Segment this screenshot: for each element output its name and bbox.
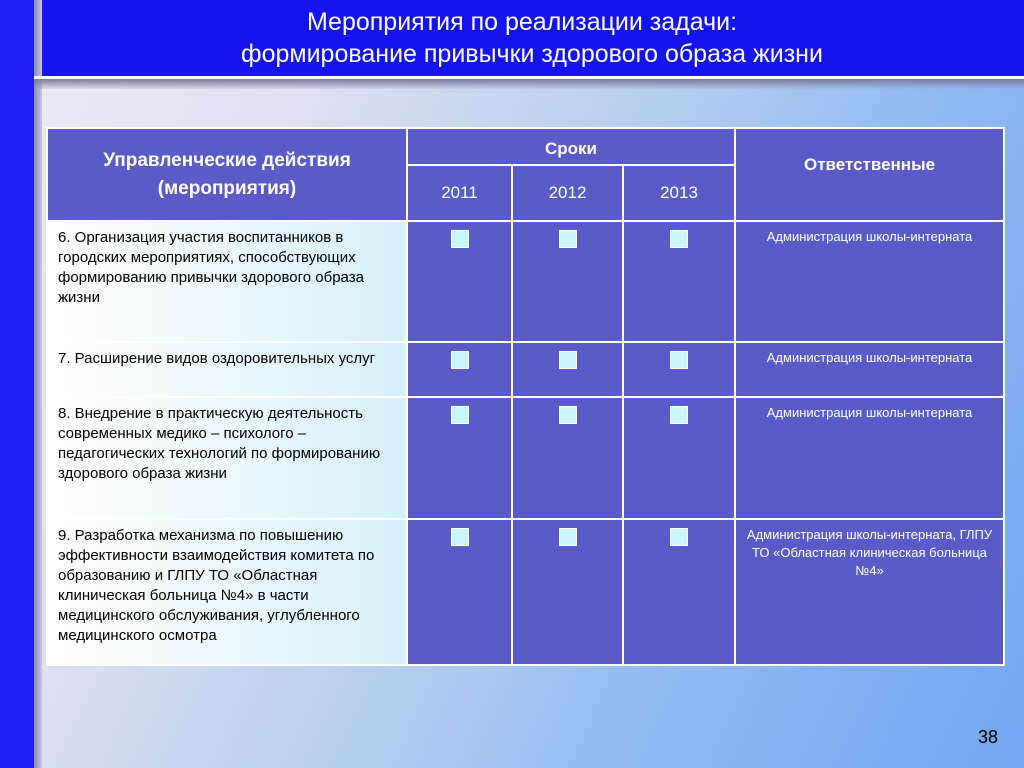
header-terms: Сроки (407, 128, 735, 165)
row-responsible: Администрация школы-интерната (735, 342, 1004, 397)
check-square-icon (670, 230, 688, 248)
row-mark-2012 (512, 342, 623, 397)
row-activity-text: 6. Организация участия воспитанников в городских мероприятиях, способствующих формированию привычки здорового образа жизни (47, 221, 407, 342)
row-activity-text: 7. Расширение видов оздоровительных услуг (47, 342, 407, 397)
check-square-icon (559, 528, 577, 546)
check-square-icon (451, 230, 469, 248)
check-square-icon (451, 406, 469, 424)
row-mark-2013 (623, 397, 735, 519)
check-square-icon (451, 528, 469, 546)
title-divider-shadow (34, 79, 1024, 89)
header-year-2012: 2012 (512, 165, 623, 221)
left-accent-bar-edge (34, 0, 42, 768)
check-square-icon (559, 230, 577, 248)
check-square-icon (670, 528, 688, 546)
header-responsible: Ответственные (735, 128, 1004, 221)
check-square-icon (670, 351, 688, 369)
row-responsible: Администрация школы-интерната (735, 221, 1004, 342)
table-row (47, 221, 1004, 342)
row-mark-2011 (407, 342, 512, 397)
table-row (47, 342, 1004, 397)
check-square-icon (670, 406, 688, 424)
activities-table (46, 127, 1005, 666)
row-mark-2012 (512, 397, 623, 519)
page-number: 38 (977, 727, 998, 747)
check-square-icon (559, 406, 577, 424)
row-mark-2013 (623, 519, 735, 665)
row-mark-2013 (623, 342, 735, 397)
check-square-icon (451, 351, 469, 369)
row-mark-2012 (512, 519, 623, 665)
table-row (47, 519, 1004, 665)
row-mark-2011 (407, 519, 512, 665)
table-row (47, 397, 1004, 519)
slide-title-line-1: Мероприятия по реализации задачи: (306, 8, 738, 36)
row-responsible: Администрация школы-интерната (735, 397, 1004, 519)
row-mark-2012 (512, 221, 623, 342)
row-activity-text: 9. Разработка механизма по повышению эффективности взаимодействия комитета по образованию и ГЛПУ ТО «Областная клиническая больница №4» в части медицинского обслуживания, углубленного медицинского осмотра (47, 519, 407, 665)
row-activity-text: 8. Внедрение в практическую деятельность современных медико – психолого – педагогических технологий по формированию здорового образа жизни (47, 397, 407, 519)
slide-title-line-2: формирование привычки здорового образа жизни (241, 40, 823, 68)
check-square-icon (559, 351, 577, 369)
row-mark-2011 (407, 221, 512, 342)
row-mark-2013 (623, 221, 735, 342)
row-responsible: Администрация школы-интерната, ГЛПУ ТО «Областная клиническая больница №4» (735, 519, 1004, 665)
header-year-2011: 2011 (407, 165, 512, 221)
row-mark-2011 (407, 397, 512, 519)
header-actions: Управленческие действия (мероприятия) (47, 128, 407, 221)
header-year-2013: 2013 (623, 165, 735, 221)
left-accent-bar (0, 0, 34, 768)
